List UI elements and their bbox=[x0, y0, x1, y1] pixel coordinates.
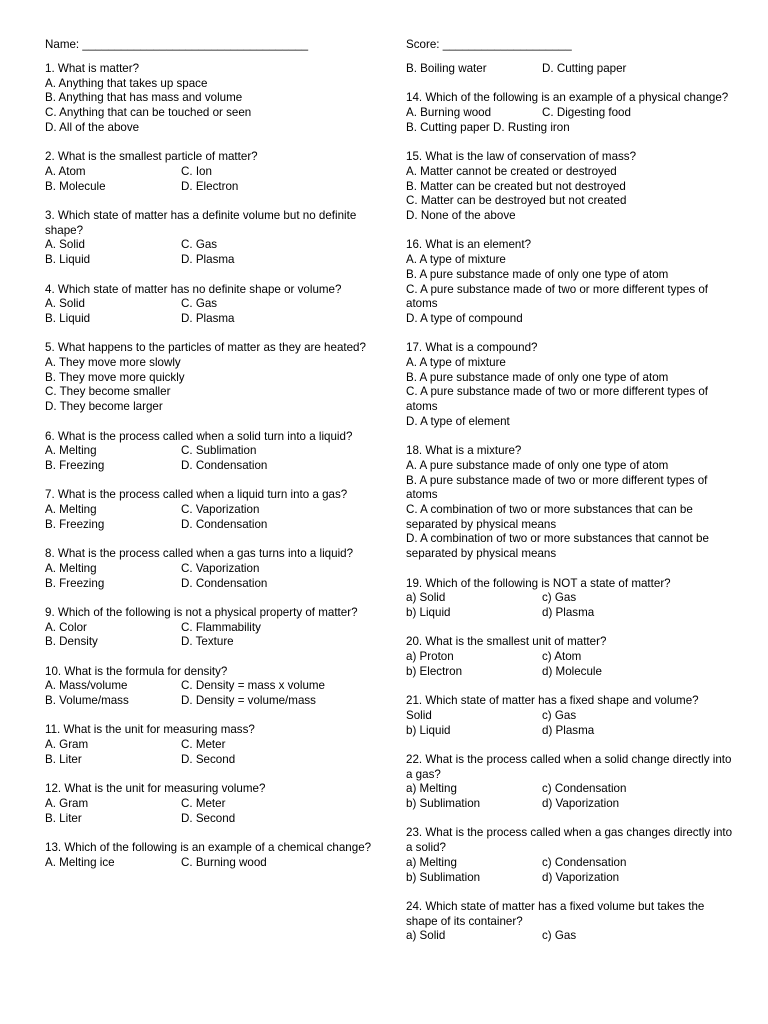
question-block bbox=[45, 665, 385, 709]
option[interactable]: D. Density = volume/mass bbox=[181, 694, 316, 708]
option[interactable]: A. A type of mixture bbox=[406, 356, 506, 369]
option-row bbox=[406, 106, 736, 121]
option-row bbox=[45, 503, 385, 518]
question-text: 6. What is the process called when a solid turn into a liquid? bbox=[45, 429, 353, 443]
option[interactable]: B. Liquid bbox=[45, 253, 91, 267]
option-row bbox=[406, 650, 736, 665]
option-row bbox=[406, 665, 736, 680]
option[interactable]: c) Atom bbox=[542, 650, 582, 664]
option[interactable]: d) Plasma bbox=[542, 723, 595, 737]
question-text: 8. What is the process called when a gas turns into a liquid? bbox=[45, 547, 354, 561]
left-questions bbox=[45, 62, 385, 870]
option-row bbox=[406, 606, 736, 621]
option[interactable]: C. Gas bbox=[181, 238, 218, 252]
question-text: 1. What is matter? bbox=[45, 62, 140, 75]
option[interactable]: D. A combination of two or more substances that cannot be separated by physical means bbox=[406, 532, 709, 561]
option[interactable]: d) Vaporization bbox=[542, 797, 620, 811]
option[interactable]: D. A type of element bbox=[406, 414, 510, 428]
option[interactable]: b) Liquid bbox=[406, 723, 451, 737]
option[interactable]: b) Liquid bbox=[406, 605, 451, 619]
left-column bbox=[45, 38, 385, 885]
option[interactable]: A. Melting bbox=[45, 444, 97, 458]
question-block bbox=[45, 488, 385, 532]
option[interactable]: d) Molecule bbox=[542, 664, 602, 678]
option[interactable]: D. Plasma bbox=[181, 311, 235, 325]
option-row bbox=[406, 929, 736, 944]
question-text: 4. Which state of matter has no definite shape or volume? bbox=[45, 282, 342, 296]
question-text: 23. What is the process called when a gas changes directly into a solid? bbox=[406, 826, 733, 855]
option[interactable]: B. A pure substance made of only one type of atom bbox=[406, 370, 669, 384]
question-block bbox=[45, 341, 385, 415]
option[interactable]: A. A type of mixture bbox=[406, 253, 506, 267]
question-block bbox=[45, 430, 385, 474]
option[interactable]: A. Burning wood bbox=[406, 106, 492, 120]
option[interactable]: Solid bbox=[406, 708, 432, 722]
option[interactable]: B. Volume/mass bbox=[45, 694, 129, 708]
option[interactable]: C. Burning wood bbox=[181, 855, 267, 869]
question-block bbox=[406, 635, 736, 679]
option[interactable]: D. Condensation bbox=[181, 576, 268, 590]
question-text: 5. What happens to the particles of matter as they are heated? bbox=[45, 341, 366, 355]
option[interactable]: B. A pure substance made of only one type of atom bbox=[406, 267, 669, 281]
question-block bbox=[406, 694, 736, 738]
question-block bbox=[406, 91, 736, 135]
question-block bbox=[45, 209, 385, 268]
option[interactable]: d) Plasma bbox=[542, 605, 595, 619]
option[interactable]: D. Texture bbox=[181, 635, 234, 649]
option[interactable]: D. None of the above bbox=[406, 209, 516, 222]
option[interactable]: D. Second bbox=[181, 752, 236, 766]
question-block bbox=[45, 150, 385, 194]
question-block bbox=[45, 606, 385, 650]
option-row bbox=[45, 635, 385, 650]
option[interactable]: B. Boiling water bbox=[406, 62, 487, 75]
option[interactable]: c) Condensation bbox=[542, 855, 627, 869]
question-block bbox=[45, 782, 385, 826]
option-row bbox=[45, 812, 385, 827]
option[interactable]: a) Melting bbox=[406, 782, 457, 796]
option-row bbox=[45, 562, 385, 577]
option-row bbox=[45, 753, 385, 768]
question-text: 22. What is the process called when a solid change directly into a gas? bbox=[406, 752, 732, 781]
option[interactable]: B. Freezing bbox=[45, 458, 105, 472]
question-text: 10. What is the formula for density? bbox=[45, 664, 228, 678]
option[interactable]: c) Gas bbox=[542, 591, 577, 605]
right-column bbox=[406, 38, 736, 959]
option[interactable]: a) Melting bbox=[406, 855, 457, 869]
option[interactable]: D. Condensation bbox=[181, 517, 268, 531]
question-block bbox=[406, 238, 736, 326]
option[interactable]: A. Gram bbox=[45, 738, 89, 752]
option-row bbox=[406, 871, 736, 886]
option[interactable]: A. Melting bbox=[45, 503, 97, 516]
option[interactable]: B. They move more quickly bbox=[45, 370, 185, 384]
question-text: 9. Which of the following is not a physical property of matter? bbox=[45, 605, 358, 619]
question-block bbox=[406, 753, 736, 812]
option[interactable]: D. Second bbox=[181, 811, 236, 825]
question-block bbox=[45, 723, 385, 767]
option[interactable]: C. A combination of two or more substances that can be separated by physical means bbox=[406, 503, 693, 531]
question-block bbox=[406, 577, 736, 621]
option[interactable]: B. Liter bbox=[45, 752, 82, 766]
question-block bbox=[45, 841, 385, 870]
option[interactable]: B. Cutting paper D. Rusting iron bbox=[406, 120, 570, 134]
option-row bbox=[45, 577, 385, 592]
question-text: 16. What is an element? bbox=[406, 238, 532, 252]
option[interactable]: C. Meter bbox=[181, 738, 226, 752]
option[interactable]: c) Gas bbox=[542, 929, 577, 943]
option-row bbox=[45, 444, 385, 459]
option[interactable]: A. Melting ice bbox=[45, 855, 115, 869]
option-row bbox=[406, 856, 736, 871]
option[interactable]: C. Flammability bbox=[181, 620, 261, 634]
option[interactable]: C. They become smaller bbox=[45, 385, 171, 399]
question-text: 15. What is the law of conservation of mass? bbox=[406, 150, 637, 164]
option-row bbox=[406, 797, 736, 812]
option[interactable]: C. Anything that can be touched or seen bbox=[45, 106, 252, 120]
question-block bbox=[406, 826, 736, 885]
option-row bbox=[406, 724, 736, 739]
option[interactable]: C. Meter bbox=[181, 796, 226, 810]
option[interactable]: D. All of the above bbox=[45, 120, 140, 134]
option-row bbox=[45, 621, 385, 636]
question-block bbox=[406, 444, 736, 562]
option[interactable]: C. Vaporization bbox=[181, 503, 260, 516]
option-row bbox=[45, 856, 385, 871]
option[interactable]: D. Electron bbox=[181, 179, 239, 193]
option[interactable]: C. Gas bbox=[181, 297, 218, 311]
option-row bbox=[45, 459, 385, 474]
option[interactable]: a) Solid bbox=[406, 929, 446, 943]
option-row bbox=[45, 679, 385, 694]
option[interactable]: C. Sublimation bbox=[181, 444, 257, 458]
option[interactable]: B. Matter can be created but not destroyed bbox=[406, 179, 626, 193]
option-row bbox=[406, 782, 736, 797]
question-text: 13. Which of the following is an example of a chemical change? bbox=[45, 841, 372, 855]
right-questions bbox=[406, 91, 736, 944]
question-text: 7. What is the process called when a liquid turn into a gas? bbox=[45, 488, 348, 502]
option[interactable]: A. Atom bbox=[45, 164, 86, 178]
question-text: 3. Which state of matter has a definite volume but no definite shape? bbox=[45, 209, 357, 237]
option[interactable]: B. Anything that has mass and volume bbox=[45, 91, 243, 105]
name-field[interactable]: Name: ___________________________________ bbox=[45, 38, 309, 51]
question-text: 18. What is a mixture? bbox=[406, 444, 522, 458]
option[interactable]: A. Matter cannot be created or destroyed bbox=[406, 164, 617, 178]
option-row bbox=[45, 297, 385, 312]
option-row bbox=[45, 797, 385, 812]
option[interactable]: B. Freezing bbox=[45, 517, 105, 531]
option-row bbox=[45, 165, 385, 180]
question-block bbox=[406, 900, 736, 944]
option[interactable]: B. A pure substance made of two or more different types of atoms bbox=[406, 473, 708, 502]
option[interactable]: A. Gram bbox=[45, 796, 89, 810]
option[interactable]: B. Liquid bbox=[45, 311, 91, 325]
option[interactable]: c) Condensation bbox=[542, 782, 627, 796]
option-row bbox=[45, 694, 385, 709]
option[interactable]: D. Cutting paper bbox=[542, 62, 627, 75]
question-text: 21. Which state of matter has a fixed shape and volume? bbox=[406, 694, 699, 708]
option[interactable]: c) Gas bbox=[542, 708, 577, 722]
option-row bbox=[45, 738, 385, 753]
option-row bbox=[45, 180, 385, 195]
option[interactable]: C. Vaporization bbox=[181, 561, 260, 575]
score-field[interactable]: Score: ____________________ bbox=[406, 38, 572, 51]
question-text: 11. What is the unit for measuring mass? bbox=[45, 723, 255, 737]
question-block bbox=[45, 547, 385, 591]
option[interactable]: C. A pure substance made of two or more different types of atoms bbox=[406, 385, 709, 414]
option[interactable]: B. Density bbox=[45, 635, 98, 649]
option[interactable]: A. Solid bbox=[45, 297, 85, 311]
option[interactable]: A. Mass/volume bbox=[45, 679, 128, 693]
option[interactable]: A. Melting bbox=[45, 561, 97, 575]
option-row bbox=[45, 238, 385, 253]
question-text: 12. What is the unit for measuring volume? bbox=[45, 782, 266, 796]
option-row bbox=[45, 253, 385, 268]
option[interactable]: D. Condensation bbox=[181, 458, 268, 472]
question-text: 14. Which of the following is an example of a physical change? bbox=[406, 91, 729, 105]
question-text: 20. What is the smallest unit of matter? bbox=[406, 635, 607, 649]
option[interactable]: b) Sublimation bbox=[406, 870, 481, 884]
option[interactable]: B. Liter bbox=[45, 811, 82, 825]
option-row bbox=[45, 312, 385, 327]
option[interactable]: d) Vaporization bbox=[542, 870, 620, 884]
option[interactable]: C. Ion bbox=[181, 164, 212, 178]
option[interactable]: A. Color bbox=[45, 620, 87, 634]
option[interactable]: C. Density = mass x volume bbox=[181, 679, 325, 693]
option[interactable]: a) Solid bbox=[406, 591, 446, 605]
option[interactable]: A. A pure substance made of only one type of atom bbox=[406, 458, 669, 472]
option[interactable]: B. Molecule bbox=[45, 179, 106, 193]
question-block bbox=[45, 62, 385, 136]
question-text: 2. What is the smallest particle of matter? bbox=[45, 150, 258, 164]
option-row bbox=[45, 518, 385, 533]
option[interactable]: D. A type of compound bbox=[406, 311, 523, 325]
option[interactable]: b) Sublimation bbox=[406, 797, 481, 811]
option-row bbox=[406, 591, 736, 606]
question-block bbox=[406, 341, 736, 429]
option[interactable]: C. Digesting food bbox=[542, 106, 631, 120]
option[interactable]: C. Matter can be destroyed but not created bbox=[406, 194, 627, 208]
option[interactable]: D. Plasma bbox=[181, 253, 235, 267]
question-13-continued-options bbox=[406, 62, 736, 77]
option[interactable]: A. Solid bbox=[45, 238, 85, 252]
option[interactable]: D. They become larger bbox=[45, 400, 163, 414]
question-text: 19. Which of the following is NOT a state of matter? bbox=[406, 576, 671, 590]
option[interactable]: b) Electron bbox=[406, 664, 463, 678]
option[interactable]: A. They move more slowly bbox=[45, 356, 181, 369]
option-row bbox=[406, 709, 736, 724]
option[interactable]: a) Proton bbox=[406, 650, 454, 664]
option[interactable]: C. A pure substance made of two or more different types of atoms bbox=[406, 282, 709, 311]
question-block bbox=[406, 150, 736, 224]
question-text: 24. Which state of matter has a fixed volume but takes the shape of its container? bbox=[406, 899, 705, 928]
option[interactable]: B. Freezing bbox=[45, 576, 105, 590]
question-block bbox=[45, 283, 385, 327]
option[interactable]: A. Anything that takes up space bbox=[45, 76, 208, 90]
question-text: 17. What is a compound? bbox=[406, 341, 538, 355]
